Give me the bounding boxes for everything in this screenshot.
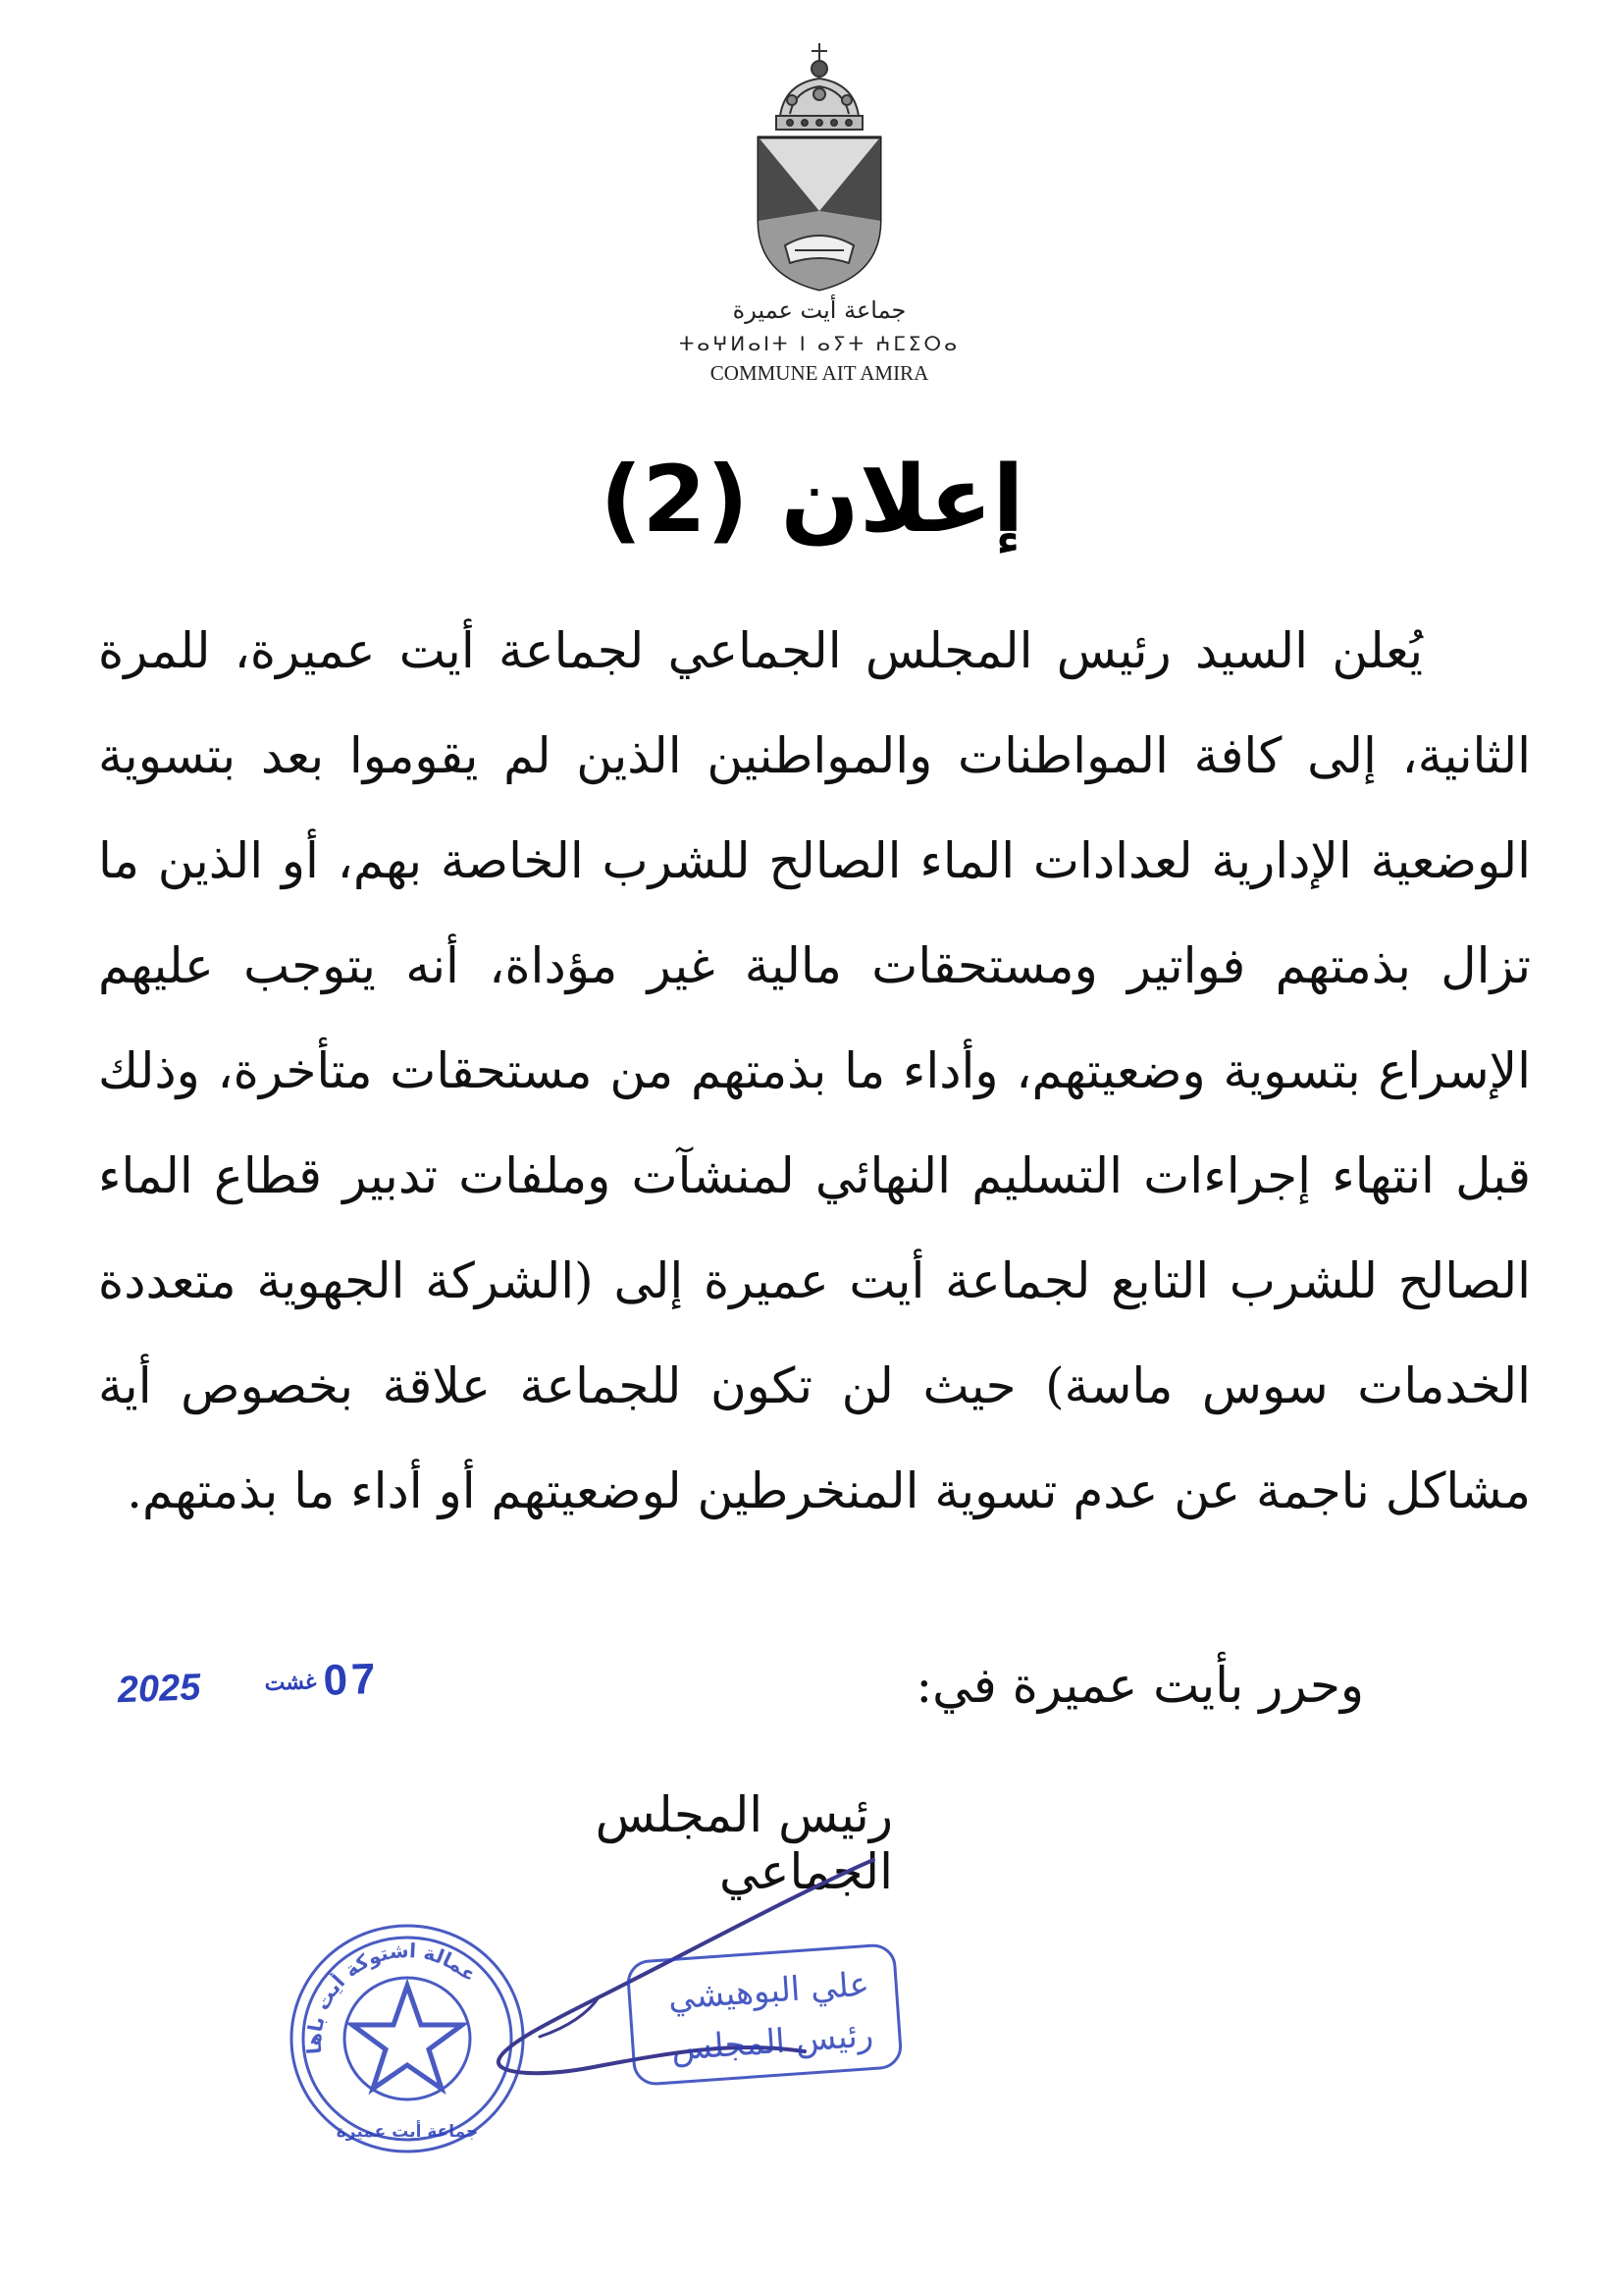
commune-name-tifinagh: ⵜⴰⵖⵍⴰⵏⵜ ⵏ ⴰⵢⵜ ⵄⵎⵉⵔⴰ	[678, 332, 961, 355]
commune-name-french: COMMUNE AIT AMIRA	[709, 361, 929, 385]
coat-of-arms-icon	[741, 39, 898, 294]
name-stamp-icon	[623, 1943, 908, 2091]
date-stamp-day: 07	[322, 1654, 381, 1705]
commune-name-arabic: جماعة أيت عميرة	[732, 296, 907, 324]
date-stamp	[117, 1654, 413, 1732]
announcement-body-text: يُعلن السيد رئيس المجلس الجماعي لجماعة أيت عميرة، للمرة الثانية، إلى كافة المواطنات والمواطنين الذين لم يقوموا بعد بتسوية الوضعية الإدارية لعدادات الماء الصالح للشرب الخاصة بهم، أو الذين ما تزال بذمتهم فواتير ومستحقات مالية غير مؤداة، أنه يتوجب عليهم الإسراع بتسوية وضعيتهم، وأداء ما بذمتهم من مستحقات متأخرة، وذلك قبل انتهاء إجراءات التسليم النهائي لمنشآت وملفات تدبير قطاع الماء الصالح للشرب التابع لجماعة أيت عميرة إلى (الشركة الجهوية متعددة الخدمات سوس ماسة) حيث لن تكون للجماعة علاقة بخصوص أية مشاكل ناجمة عن عدم تسوية المنخرطين لوضعيتهم أو أداء ما بذمتهم.	[98, 622, 1531, 1519]
date-stamp-year: 2025	[117, 1667, 202, 1712]
date-stamp-month: غشت	[264, 1669, 317, 1695]
seal-inner-text: جماعة أيت عميرة	[336, 2122, 479, 2142]
name-stamp-name: علي البوهيشي	[666, 1964, 871, 2018]
announcement-title: إعلان (2)	[600, 447, 1024, 554]
seal-outer-text: عمالة اشتوكة أيت باها	[301, 1938, 482, 2055]
letterhead	[0, 39, 1624, 385]
announcement-body	[98, 599, 1531, 1544]
signatory-title: رئيس المجلس الجماعي	[595, 1786, 893, 1900]
place-and-date-label: وحرر بأيت عميرة في:	[916, 1657, 1364, 1714]
name-stamp-role: رئيس المجلس	[669, 2015, 875, 2069]
